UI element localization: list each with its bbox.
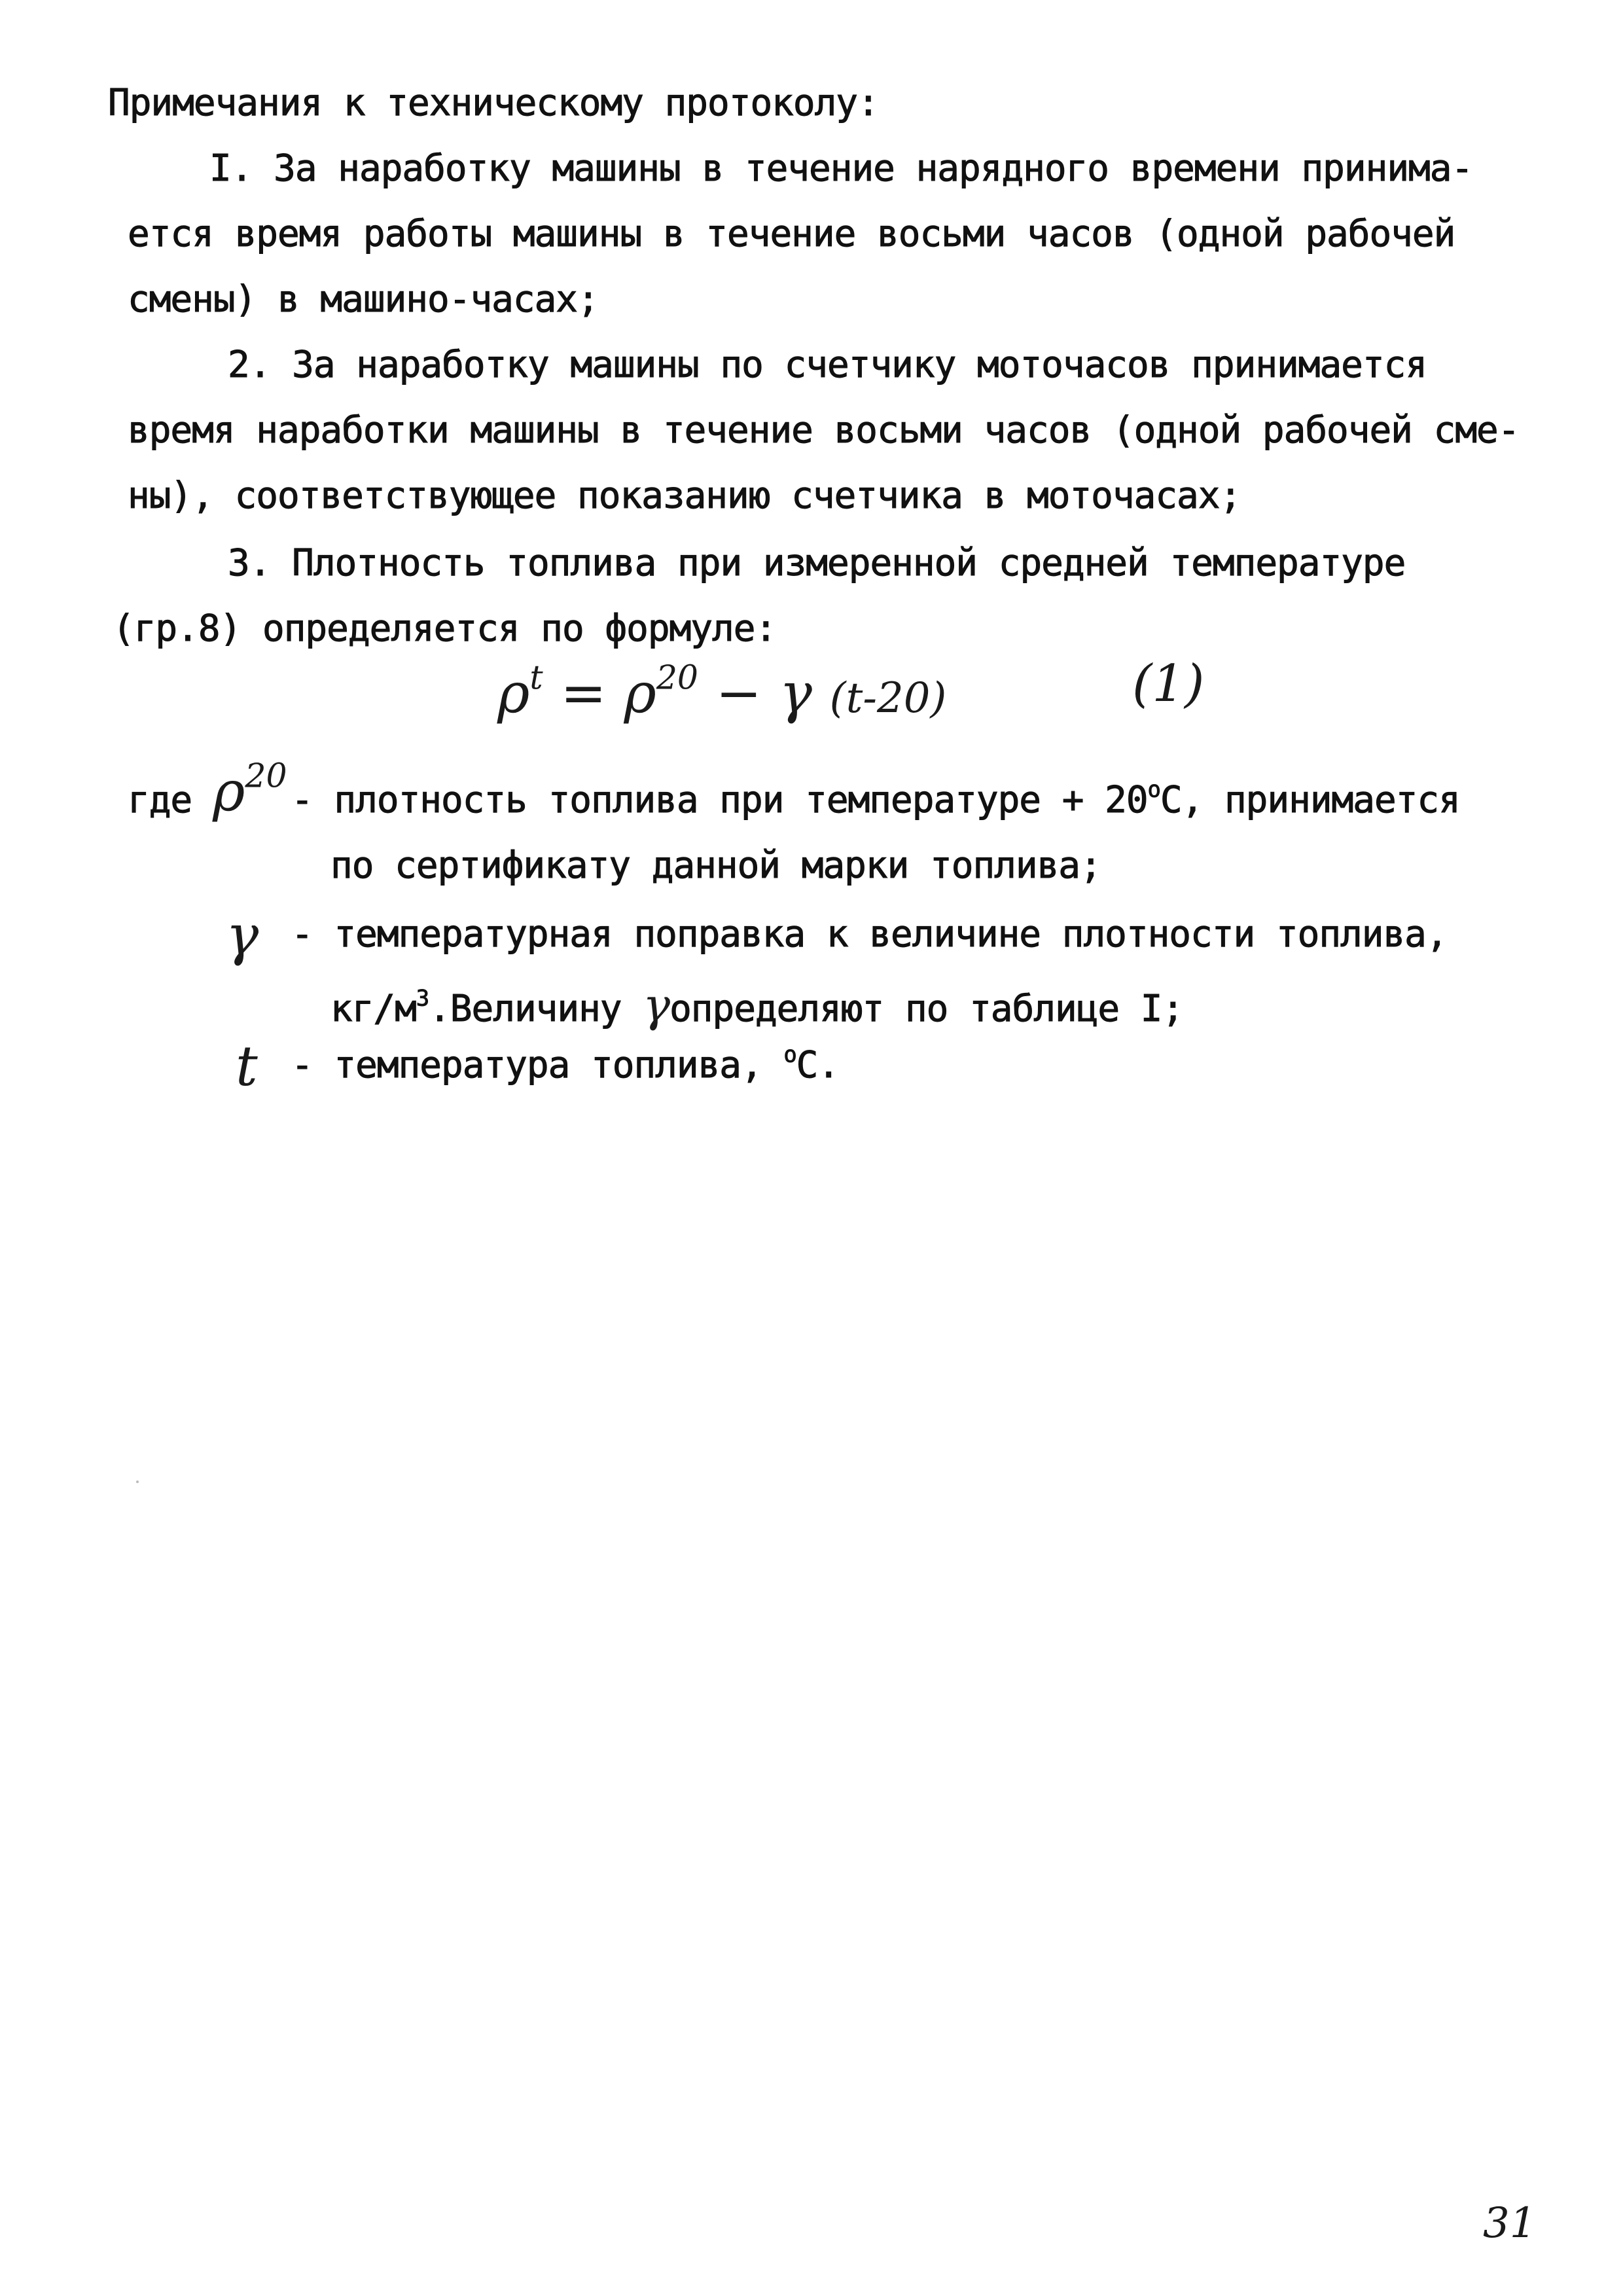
formula-parenthesis: (t-20) <box>829 674 947 723</box>
rho-def-symbol <box>213 756 287 823</box>
note-2-line-2: время наработки машины в течение восьми часов (одной рабочей сме- <box>128 409 1520 452</box>
formula-sup-t: t <box>529 658 543 697</box>
gamma-def-line-1: - температурная поправка к величине плотности топлива, <box>291 913 1448 956</box>
note-1-line-1: I. За наработку машины в течение нарядного времени принима- <box>209 147 1473 190</box>
t-degree-mark: о <box>783 1041 796 1067</box>
gamma-def-text-c: определяют по таблице I; <box>669 988 1184 1030</box>
formula-equals: = <box>560 661 607 725</box>
page-number: 31 <box>1483 2199 1537 2248</box>
note-3-line-2: (гр.8) определяется по формуле: <box>113 607 777 650</box>
where-word: где <box>128 779 192 821</box>
t-def-symbol: t <box>236 1034 258 1098</box>
rho-def-char: ρ <box>213 759 245 823</box>
rho-def-line-2: по сертификату данной марки топлива; <box>330 844 1101 887</box>
note-1-line-3: смены) в машино-часах; <box>128 278 599 321</box>
rho-def-text-a: - плотность топлива при температуре + 20 <box>291 779 1148 821</box>
gamma-def-line-2 <box>330 978 1183 1032</box>
t-unit: С. <box>796 1044 840 1086</box>
gamma-symbol: γ <box>779 661 812 725</box>
density-formula <box>497 658 947 725</box>
rho-20-symbol: ρ <box>624 661 656 725</box>
note-1-line-2: ется время работы машины в течение восьми часов (одной рабочей <box>128 213 1455 255</box>
rho-t-symbol: ρ <box>497 661 530 725</box>
gamma-def-symbol: γ <box>226 903 259 967</box>
formula-sup-20: 20 <box>656 658 698 697</box>
scan-speck <box>136 1480 139 1483</box>
note-2-line-1: 2. За наработку машины по счетчику моточасов принимается <box>228 344 1427 386</box>
note-2-line-3: ны), соответствующее показанию счетчика в моточасах; <box>128 475 1241 517</box>
note-3-line-1: 3. Плотность топлива при измеренной средней температуре <box>228 542 1406 584</box>
degree-mark: о <box>1147 776 1160 802</box>
t-def-text: - температура топлива, <box>291 1044 762 1086</box>
unit-text: кг/м <box>330 988 416 1030</box>
rho-def-text-b: С, принимается <box>1160 779 1460 821</box>
gamma-def-text-b: .Величину <box>429 988 622 1030</box>
notes-heading: Примечания к техническому протоколу: <box>108 82 879 124</box>
formula-number: (1) <box>1132 655 1205 713</box>
unit-sup: 3 <box>416 985 429 1011</box>
rho-def-line-1 <box>291 776 1460 821</box>
gamma-inline-symbol: γ <box>643 978 670 1032</box>
t-def-line <box>291 1041 840 1086</box>
rho-def-sup: 20 <box>245 756 287 795</box>
formula-minus: − <box>715 661 762 725</box>
